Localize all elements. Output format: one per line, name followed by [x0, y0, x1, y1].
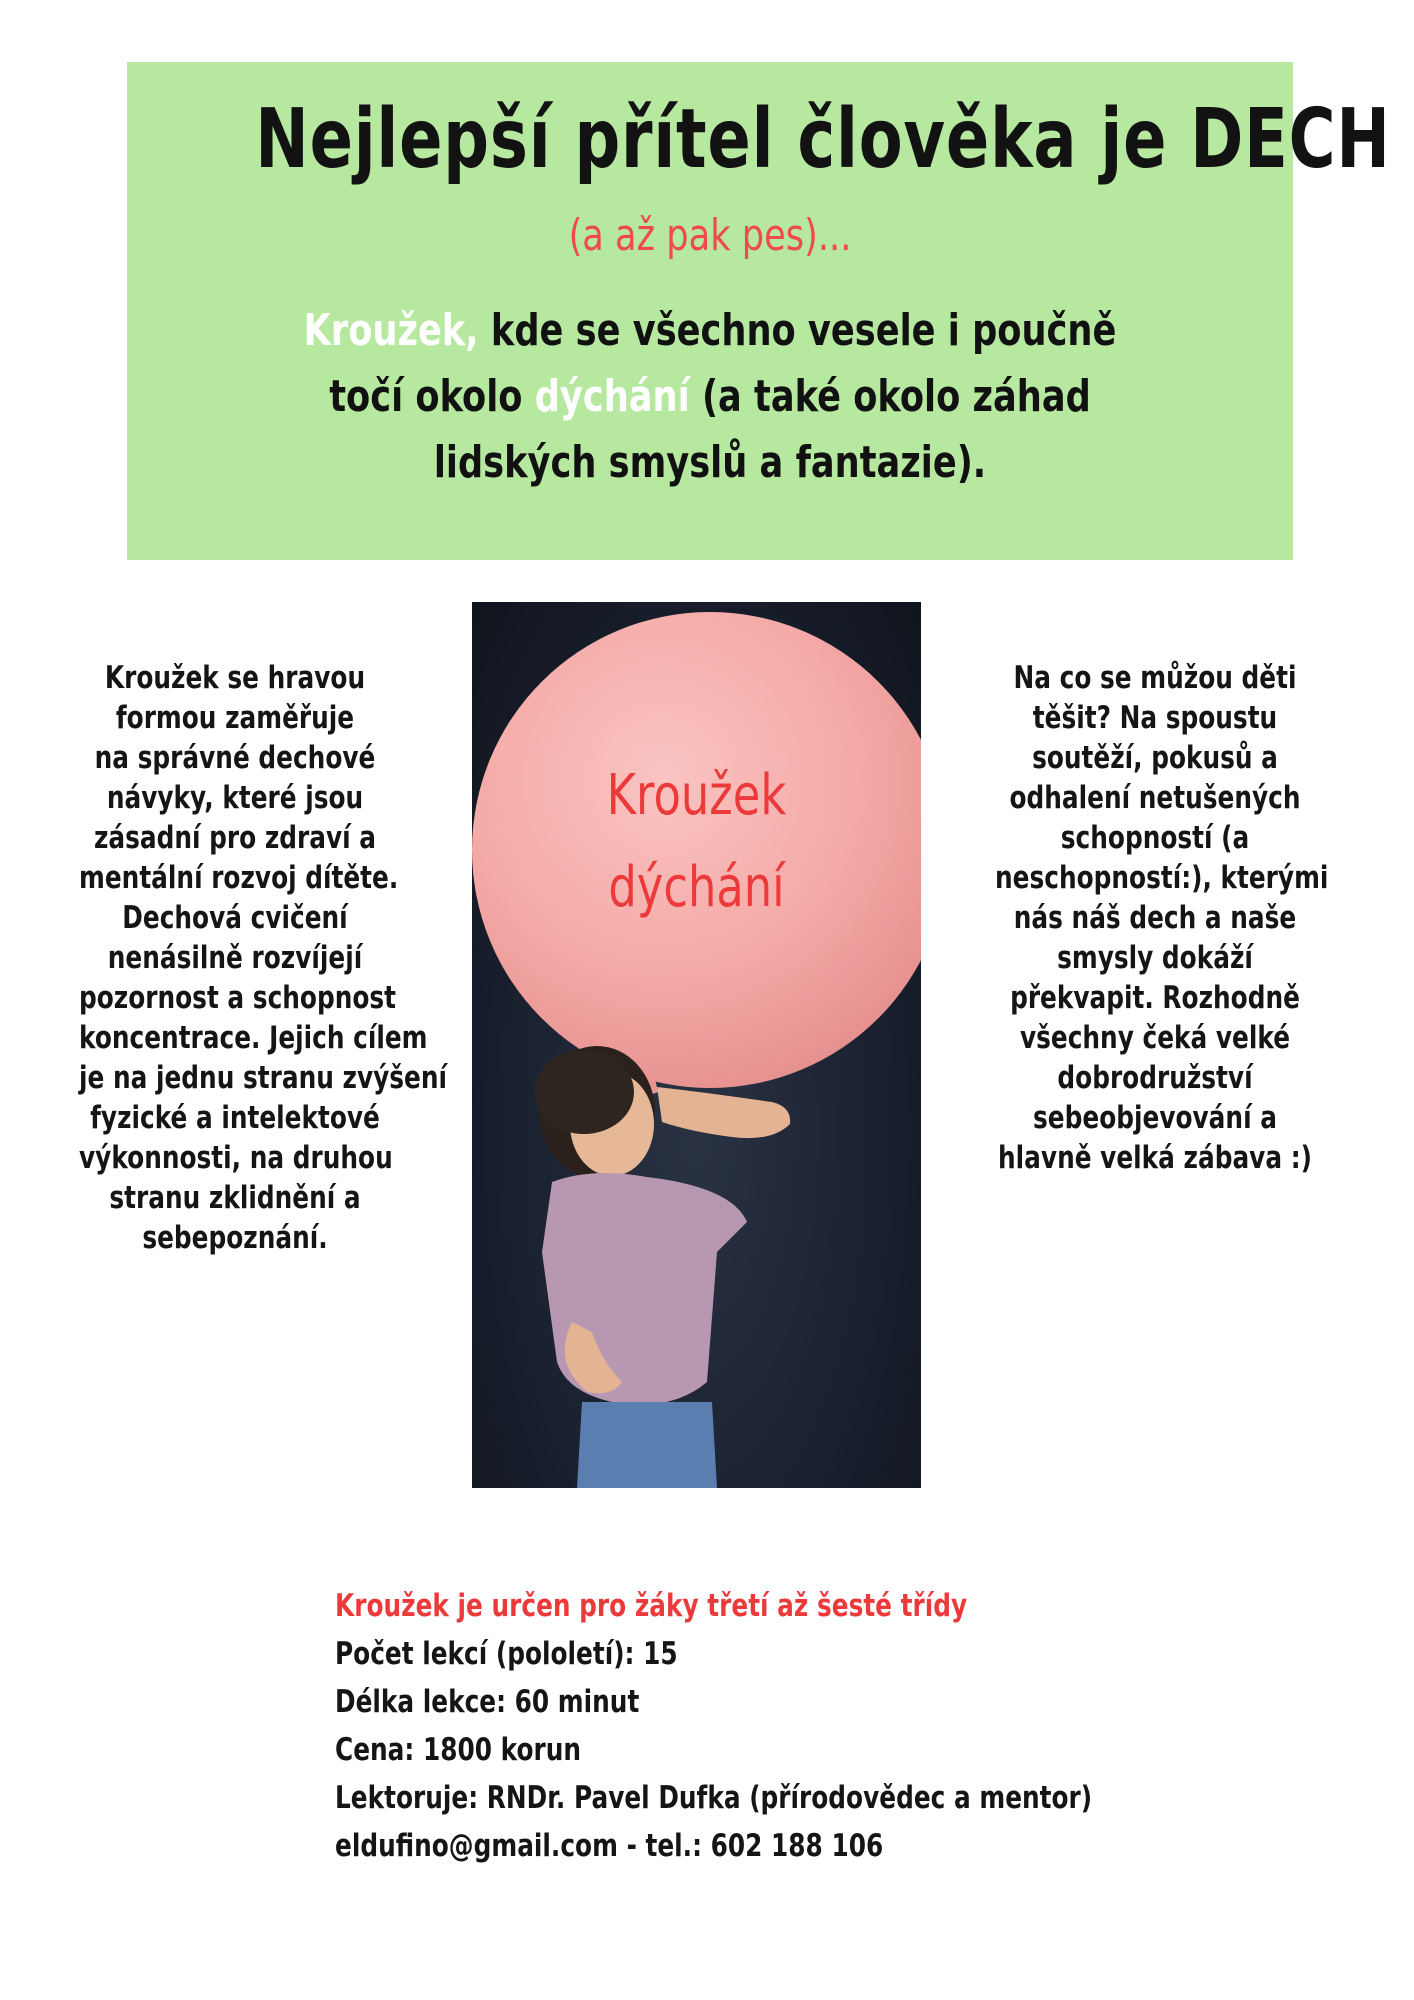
info-target: Kroužek je určen pro žáky třetí až šesté třídy [335, 1588, 968, 1624]
info-contact[interactable]: eldufino@gmail.com - tel.: 602 188 106 [335, 1828, 884, 1864]
left-description-line: pozornost a schopnost [79, 980, 397, 1016]
intro-line-2-start: točí okolo [329, 371, 535, 422]
right-description-line: smysly dokáží [1057, 940, 1253, 976]
intro-line-2 [244, 364, 1177, 430]
left-description-line: koncentrace. Jejich cílem [79, 1020, 428, 1056]
balloon-label [472, 750, 921, 934]
right-description-line: schopností (a [1060, 820, 1250, 856]
left-description-line: na správné dechové [94, 740, 376, 776]
left-description [40, 658, 448, 1258]
right-description-line: hlavně velká zábava :) [998, 1140, 1312, 1176]
left-description-line: sebepoznání. [142, 1220, 328, 1256]
right-description-line: Na co se můžou děti [1013, 660, 1297, 696]
boy-arm [657, 1087, 790, 1138]
right-description-line: neschopností:), kterými [995, 860, 1329, 896]
right-description-line: dobrodružství [1057, 1060, 1253, 1096]
course-info [335, 1582, 1281, 1870]
left-description-line: Kroužek se hravou [104, 660, 366, 696]
info-lessons: Počet lekcí (pololetí): 15 [335, 1636, 678, 1672]
intro-line-1 [244, 298, 1177, 364]
balloon-photo [472, 602, 921, 1488]
right-description-line: překvapit. Rozhodně [1010, 980, 1300, 1016]
right-description-line: soutěží, pokusů a [1032, 740, 1278, 776]
intro-highlight-krouzek: Kroužek, [303, 305, 479, 356]
boy-jeans [577, 1402, 717, 1488]
left-description-line: nenásilně rozvíjejí [107, 940, 363, 976]
info-price: Cena: 1800 korun [335, 1732, 582, 1768]
left-description-line: fyzické a intelektové [90, 1100, 380, 1136]
left-description-line: zásadní pro zdraví a [93, 820, 377, 856]
info-lecturer: Lektoruje: RNDr. Pavel Dufka (přírodovědec a mentor) [335, 1780, 1093, 1816]
left-description-line: je na jednu stranu zvýšení [79, 1060, 448, 1096]
left-description-line: stranu zklidnění a [109, 1180, 361, 1216]
left-description-line: mentální rozvoj dítěte. [79, 860, 399, 896]
right-description-line: odhalení netušených [1009, 780, 1301, 816]
intro-text [127, 298, 1293, 496]
right-description-line: sebeobjevování a [1033, 1100, 1277, 1136]
right-description [955, 658, 1355, 1178]
intro-highlight-dychani: dýchání [534, 371, 690, 422]
page-title: Nejlepší přítel člověka je DECH [255, 92, 1391, 187]
page-subtitle: (a až pak pes)... [568, 210, 852, 261]
left-description-line: výkonnosti, na druhou [79, 1140, 393, 1176]
header-box [127, 62, 1391, 560]
info-duration: Délka lekce: 60 minut [335, 1684, 640, 1720]
balloon-label-line-2: dýchání [608, 855, 785, 920]
left-description-line: formou zaměřuje [115, 700, 355, 736]
right-description-line: všechny čeká velké [1019, 1020, 1291, 1056]
balloon-label-line-1: Kroužek [606, 763, 787, 828]
left-description-line: návyky, které jsou [106, 780, 364, 816]
right-description-line: těšit? Na spoustu [1032, 700, 1278, 736]
intro-line-2-rest: (a také okolo záhad [689, 371, 1091, 422]
intro-line-1-rest: kde se všechno vesele i poučně [478, 305, 1117, 356]
right-description-line: nás náš dech a naše [1013, 900, 1297, 936]
left-description-line: Dechová cvičení [122, 900, 348, 936]
intro-line-3: lidských smyslů a fantazie). [433, 437, 987, 488]
boy-with-balloon-illustration [472, 602, 921, 1488]
